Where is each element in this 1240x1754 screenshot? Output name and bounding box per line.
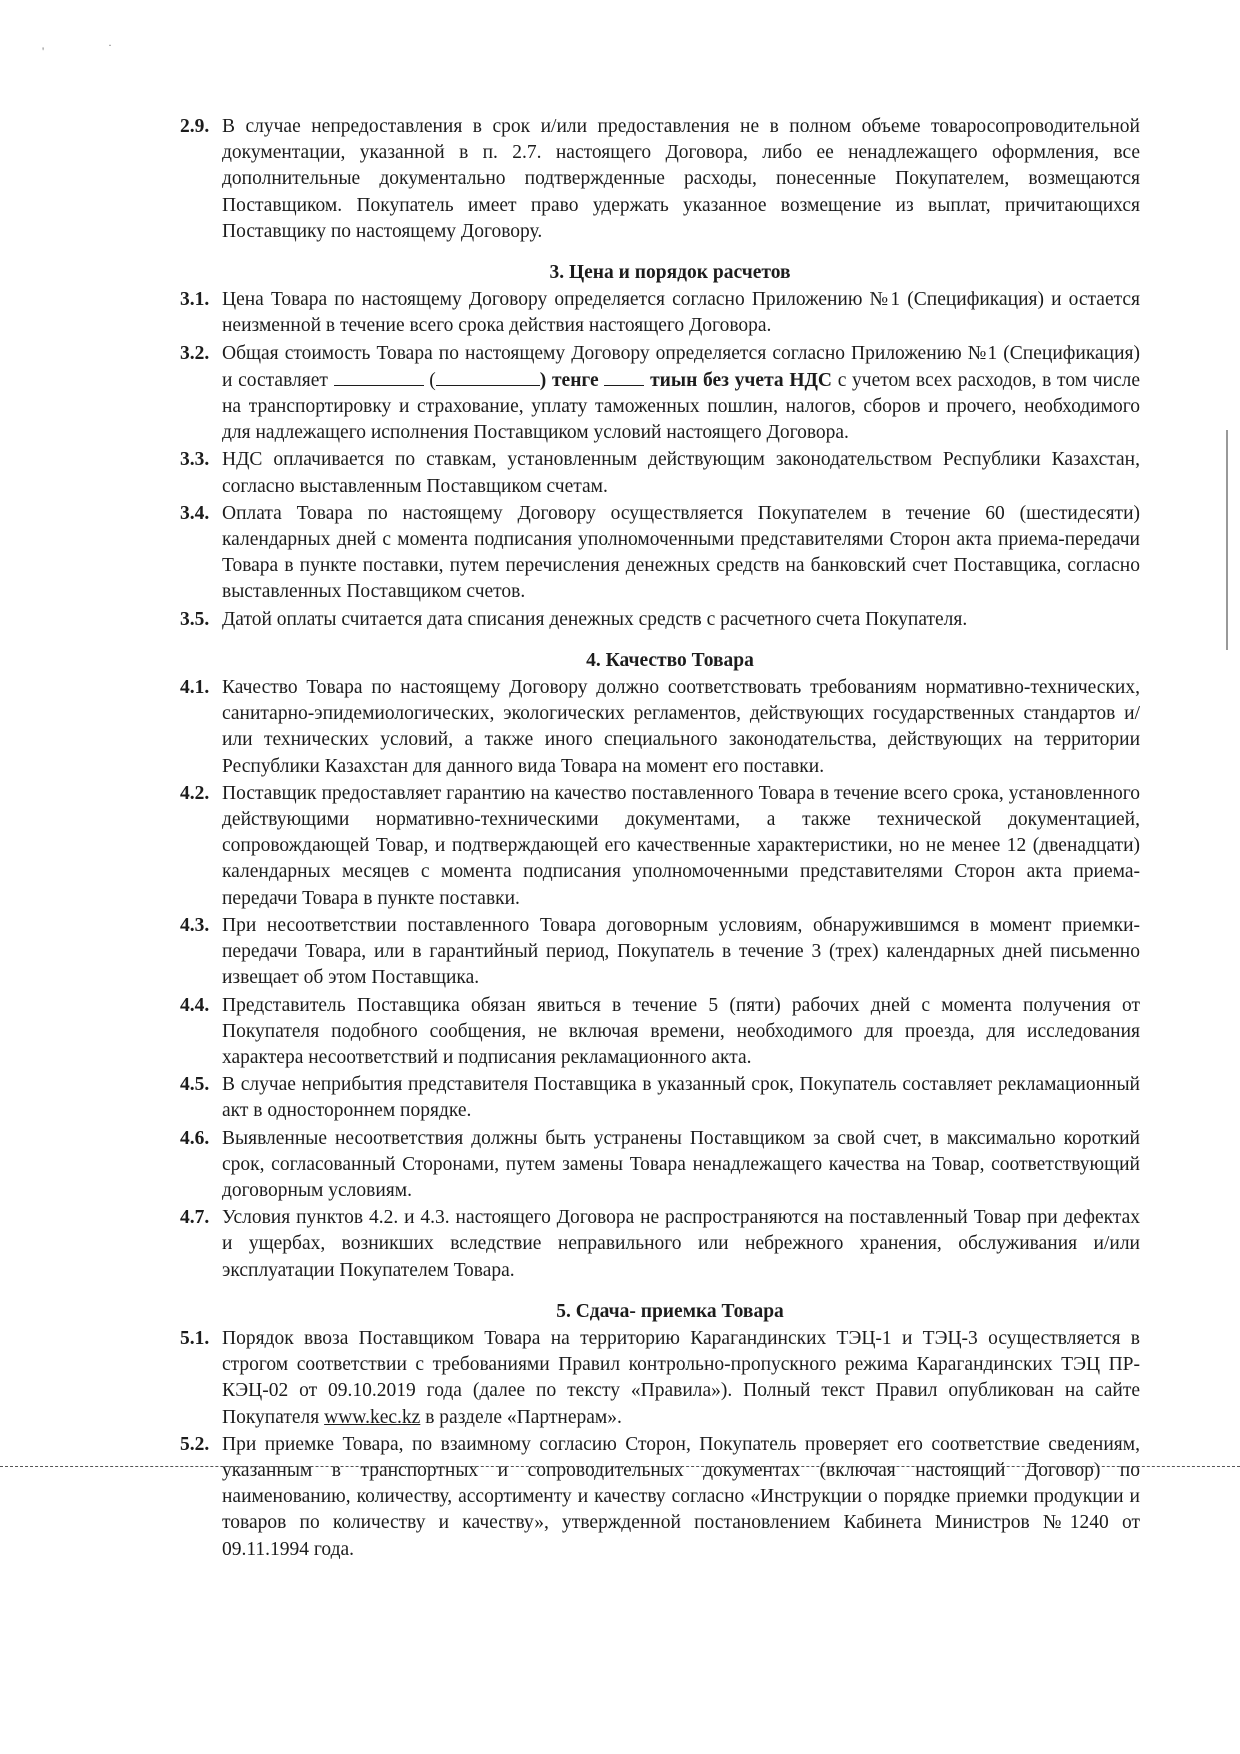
clause-text bbox=[222, 341, 1140, 447]
clause-text: Датой оплаты считается дата списания денежных средств с расчетного счета Покупателя. bbox=[222, 608, 968, 630]
clause-5-1 bbox=[180, 1326, 1140, 1431]
scan-edge-line bbox=[1226, 430, 1228, 650]
clause-number: 4.5. bbox=[180, 1074, 210, 1096]
clause-number: 3.5. bbox=[180, 608, 210, 630]
tenge-label: ) тенге bbox=[539, 369, 599, 391]
clause-4-6 bbox=[180, 1126, 1140, 1205]
contract-text bbox=[180, 114, 1140, 1564]
clause-text: Качество Товара по настоящему Договору должно соответствовать требованиям нормативно-технических, санитарно-эпидемиологических, экологических регламентов, действующих государственных стандартов и/или технических условий, а также иного специального законодательства, действующих на территории Республики Казахстан для данного вида Товара на момент его поставки. bbox=[222, 677, 1140, 777]
clause-text: Цена Товара по настоящему Договору определяется согласно Приложению №1 (Спецификация) и остается неизменной в течение всего срока действия настоящего Договора. bbox=[222, 289, 1140, 337]
clause-text-body: Порядок ввоза Поставщиком Товара на территорию Карагандинских ТЭЦ-1 и ТЭЦ-3 осуществляется в строгом соответствии с требованиями Правил контрольно-пропускного режима Карагандинских ТЭЦ ПР-КЭЦ-02 от 09.10.2019 года (далее по тексту «Правила»). Полный текст Правил опубликован на сайте Покупателя bbox=[222, 1327, 1140, 1428]
section-3-title: 3. Цена и порядок расчетов bbox=[549, 262, 791, 284]
clause-text: Поставщик предоставляет гарантию на качество поставленного Товара в течение всего срока, установленного действующими нормативно-техническими документами, а также технической документацией, сопровождающей Товар, и подтверждающей его качественные характеристики, но не менее 12 (двенадцати) календарных месяцев с момента подписания уполномоченными представителями Сторон акта приема-передачи Товара в пункте поставки. bbox=[222, 782, 1140, 909]
section-5-title: 5. Сдача- приемка Товара bbox=[556, 1300, 784, 1322]
clause-text: Представитель Поставщика обязан явиться в течение 5 (пяти) рабочих дней с момента получения от Покупателя подобного сообщения, не включая времени, необходимого для проезда, для исследования характера несоответствий и подписания рекламационного акта. bbox=[222, 994, 1140, 1068]
clause-text: Условия пунктов 4.2. и 4.3. настоящего Договора не распространяются на поставленный Товар при дефектах и ущербах, возникших вследствие неправильного или небрежного хранения, обслуживания и/или эксплуатации Покупателем Товара. bbox=[222, 1207, 1140, 1281]
clause-number: 2.9. bbox=[180, 116, 210, 137]
clause-4-4 bbox=[180, 993, 1140, 1072]
clause-3-2 bbox=[180, 341, 1140, 447]
clause-text-tail: в разделе «Партнерам». bbox=[425, 1406, 622, 1428]
clause-text: В случае неприбытия представителя Поставщика в указанный срок, Покупатель составляет рекламационный акт в одностороннем порядке. bbox=[222, 1074, 1140, 1122]
clause-4-1 bbox=[180, 675, 1140, 780]
clause-number: 3.3. bbox=[180, 449, 210, 471]
clause-number: 4.4. bbox=[180, 994, 210, 1016]
page-fold-line bbox=[0, 1466, 1240, 1467]
clause-number: 3.1. bbox=[180, 289, 210, 311]
clause-number: 5.1. bbox=[180, 1327, 210, 1349]
scan-speck: ' bbox=[42, 44, 45, 58]
clause-text: При несоответствии поставленного Товара договорным условиям, обнаружившимся в момент приемки-передачи Товара, или в гарантийный период, Покупатель в течение 3 (трех) календарных дней письменно извещает об этом Поставщика. bbox=[222, 914, 1140, 989]
website-link[interactable]: www.kec.kz bbox=[324, 1406, 421, 1428]
scan-speck: · bbox=[108, 38, 112, 52]
clause-number: 5.2. bbox=[180, 1433, 210, 1455]
clause-text: Выявленные несоответствия должны быть устранены Поставщиком за свой счет, в максимально короткий срок, согласованный Сторонами, путем замены Товара ненадлежащего качества на Товар, соответствующий договорным условиям. bbox=[222, 1127, 1140, 1201]
tiyn-blank bbox=[604, 367, 644, 386]
clause-text: Оплата Товара по настоящему Договору осуществляется Покупателем в течение 60 (шестидесяти) календарных дней с момента подписания уполномоченными представителями Сторон акта приема-передачи Товара в пункте поставки, путем перечисления денежных средств на банковский счет Поставщика, согласно выставленных Поставщиком счетов. bbox=[222, 502, 1140, 603]
clause-text: При приемке Товара, по взаимному согласию Сторон, Покупатель проверяет его соответствие сведениям, указанным в транспортных и сопроводительных документах (включая настоящий Договор) по наименованию, количеству, ассортименту и качеству согласно «Инструкции о порядке приемки продукции и товаров по количеству и качеству», утвержденной постановлением Кабинета Министров №1240 от 09.11.1994 года. bbox=[222, 1433, 1140, 1560]
clause-number: 4.2. bbox=[180, 782, 210, 804]
tiyn-label: тиын без учета НДС bbox=[650, 369, 833, 391]
amount-blank bbox=[334, 367, 424, 386]
clause-number: 3.4. bbox=[180, 502, 210, 524]
clause-number: 4.7. bbox=[180, 1207, 210, 1229]
clause-text-part2: с учетом всех расходов, в том числе на транспортировку и страхование, уплату таможенных пошлин, налогов, сборов и прочего, необходимого для надлежащего исполнения Поставщиком условий настоящего Договора. bbox=[222, 369, 1141, 444]
clause-4-7 bbox=[180, 1205, 1140, 1284]
clause-2-9 bbox=[180, 114, 1140, 245]
clause-text bbox=[222, 1326, 1140, 1431]
clause-3-1 bbox=[180, 287, 1140, 339]
clause-number: 4.1. bbox=[180, 677, 210, 699]
clause-4-5 bbox=[180, 1072, 1140, 1124]
clause-text-part1: Общая стоимость Товара по настоящему Договору определяется согласно Приложению №1 (Спецификация) и составляет bbox=[222, 342, 1140, 391]
clause-4-3 bbox=[180, 913, 1140, 992]
clause-text: НДС оплачивается по ставкам, установленным действующим законодательством Республики Казахстан, согласно выставленным Поставщиком счетам. bbox=[222, 449, 1140, 497]
clause-3-3 bbox=[180, 447, 1140, 499]
clause-3-5 bbox=[180, 607, 1140, 633]
section-4-title: 4. Качество Товара bbox=[586, 649, 754, 671]
clause-number: 3.2. bbox=[180, 342, 210, 364]
amount-words-blank bbox=[436, 367, 540, 386]
clause-text: В случае непредоставления в срок и/или предоставления не в полном объеме товаросопроводительной документации, указанной в п. 2.7. настоящего Договора, либо ее ненадлежащего оформления, все дополнительные документально подтвержденные расходы, понесенные Покупателем, возмещаются Поставщиком. Покупатель имеет право удержать указанное возмещение из выплат, причитающихся Поставщику по настоящему Договору. bbox=[222, 116, 1140, 242]
paren-open: ( bbox=[429, 369, 436, 391]
clause-5-2 bbox=[180, 1432, 1140, 1563]
clause-number: 4.6. bbox=[180, 1127, 210, 1149]
clause-4-2 bbox=[180, 781, 1140, 912]
clause-number: 4.3. bbox=[180, 914, 210, 936]
clause-3-4 bbox=[180, 501, 1140, 606]
